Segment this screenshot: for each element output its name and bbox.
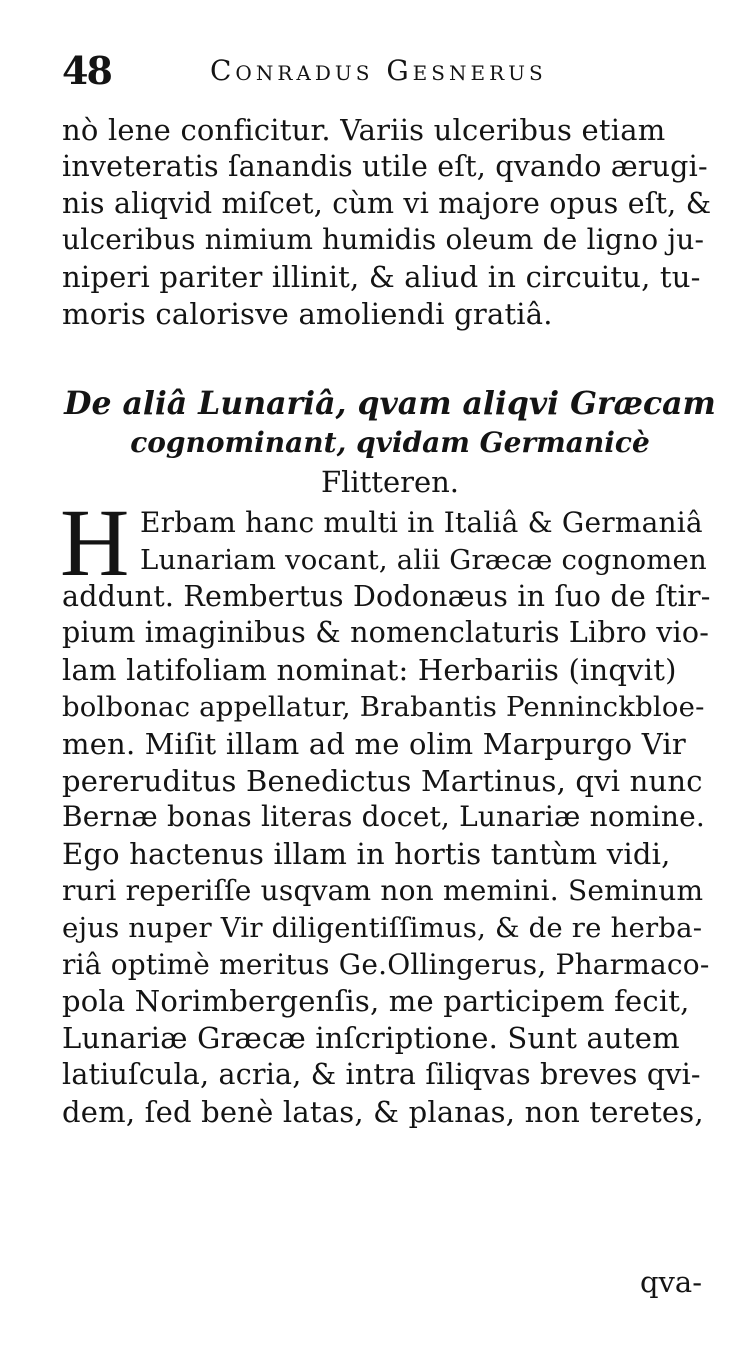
- text-line: Lunariam vocant, alii Græcæ cognomen: [140, 543, 707, 576]
- text-line: pola Norimbergenſis, me participem fecit,: [62, 984, 690, 1019]
- text-line: ejus nuper Vir diligentiſſimus, & de re herba-: [62, 911, 703, 944]
- text-line: inveteratis ſanandis utile eſt, qvando ærugi-: [62, 149, 708, 183]
- text-line: nis aliqvid miſcet, cùm vi majore opus eſt, &: [62, 186, 712, 220]
- text-line: Erbam hanc multi in Italiâ & Germaniâ: [140, 506, 703, 539]
- text-line: latiuſcula, acria, & intra ſiliqvas breves qvi-: [62, 1057, 701, 1091]
- section-heading: [60, 384, 720, 502]
- heading-line-3: Flitteren.: [320, 465, 460, 499]
- paragraph-1: [62, 112, 710, 333]
- text-line: Ego hactenus illam in hortis tantùm vidi,: [62, 837, 671, 872]
- drop-capital: H: [60, 489, 130, 596]
- text-line: addunt. Rembertus Dodonæus in ſuo de ſtir-: [62, 579, 711, 613]
- text-line: bolbonac appellatur, Brabantis Penninckbloe-: [62, 690, 705, 723]
- page-header: [62, 48, 702, 98]
- text-line: nò lene conficitur. Variis ulceribus etiam: [62, 113, 666, 147]
- heading-line-2: cognominant, qvidam Germanicè: [130, 426, 650, 459]
- text-line: men. Miſit illam ad me olim Marpurgo Vir: [62, 726, 686, 761]
- heading-line-1: De aliâ Lunariâ, qvam aliqvi Græcam: [64, 385, 716, 422]
- text-line: pereruditus Benedictus Martinus, qvi nunc: [62, 763, 703, 798]
- text-line: dem, ſed benè latas, & planas, non teretes,: [62, 1094, 704, 1129]
- text-line: ulceribus nimium humidis oleum de ligno ju-: [62, 223, 705, 257]
- running-head: Conradus Gesnerus: [210, 54, 547, 87]
- text-line: ruri reperiſſe usqvam non memini. Seminum: [62, 873, 704, 907]
- paragraph-2: [62, 505, 710, 1131]
- text-line: moris calorisve amoliendi gratiâ.: [62, 296, 553, 331]
- text-line: Lunariæ Græcæ inſcriptione. Sunt autem: [62, 1021, 680, 1056]
- text-line: riâ optimè meritus Ge.Ollingerus, Pharmaco-: [62, 947, 710, 981]
- text-line: niperi pariter illinit, & aliud in circuitu, tu-: [62, 260, 701, 295]
- page-number: 48: [62, 48, 111, 93]
- text-line: pium imaginibus & nomenclaturis Libro vio-: [62, 616, 710, 650]
- text-line: lam latifoliam nominat: Herbariis (inqvit): [62, 653, 677, 688]
- text-line: Bernæ bonas literas docet, Lunariæ nomine.: [62, 800, 705, 834]
- catchword: qva-: [639, 1265, 702, 1299]
